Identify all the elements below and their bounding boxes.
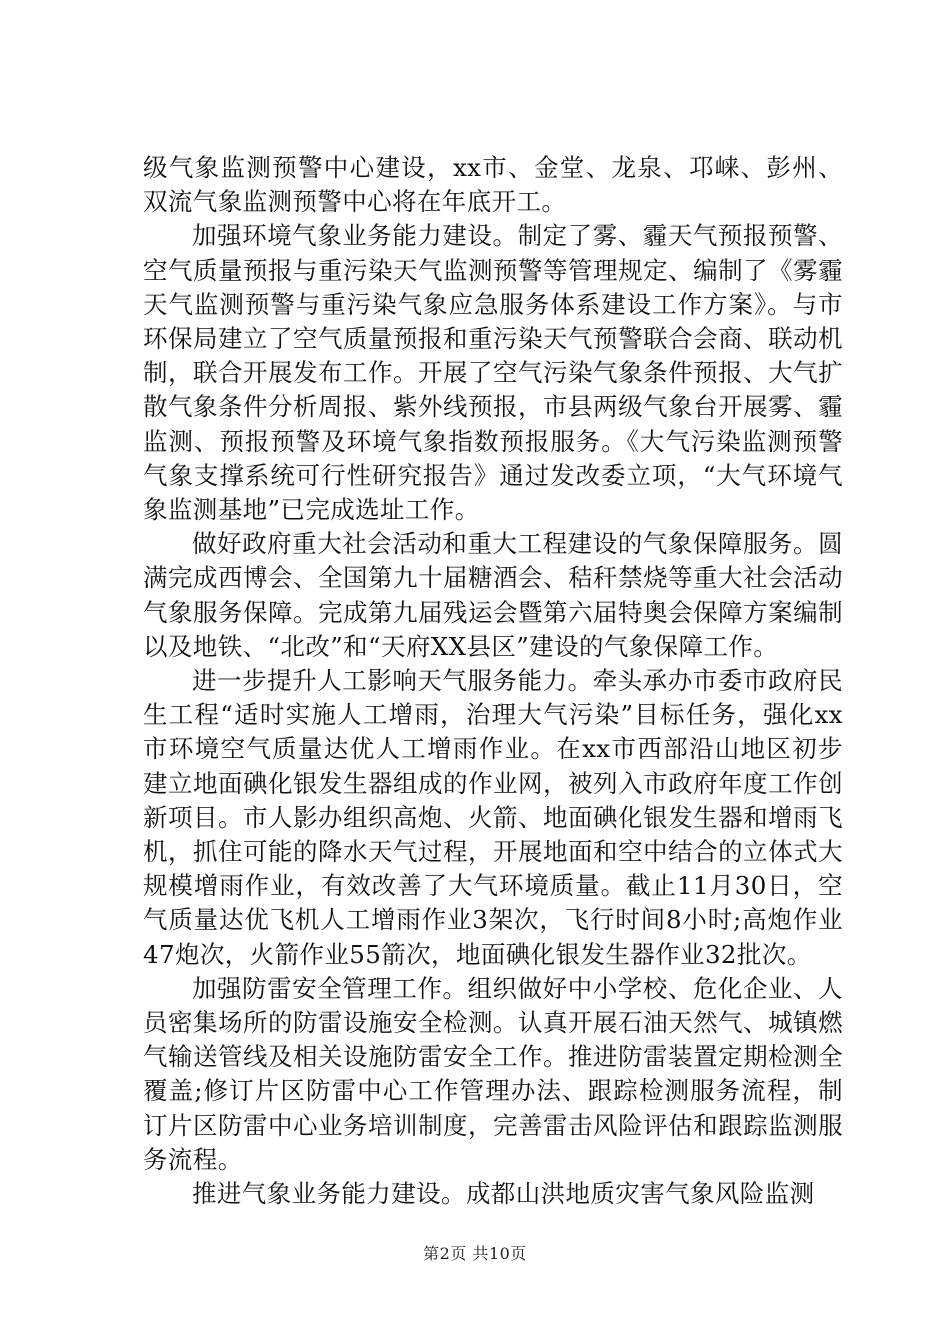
paragraph: 进一步提升人工影响天气服务能力。牵头承办市委市政府民生工程“适时实施人工增雨，治理大气污染”目标任务，强化xx市环境空气质量达优人工增雨作业。在xx市西部沿山地区初步建立地面碘化银发生器组成的作业网，被列入市政府年度工作创新项目。市人影办组织高炮、火箭、地面碘化银发生器和增雨飞机，抓住可能的降水天气过程，开展地面和空中结合的立体式大规模增雨作业，有效改善了大气环境质量。截止11月30日，空气质量达优飞机人工增雨作业3架次，飞行时间8小时;高炮作业47炮次，火箭作业55箭次，地面碘化银发生器作业32批次。 [143, 666, 843, 969]
page-footer: 第2页 共10页 [423, 1244, 527, 1263]
paragraph: 推进气象业务能力建设。成都山洪地质灾害气象风险监测 [192, 1179, 815, 1209]
document-body [143, 151, 843, 1211]
paragraph: 加强防雷安全管理工作。组织做好中小学校、危化企业、人员密集场所的防雷设施安全检测。认真开展石油天然气、城镇燃气输送管线及相关设施防雷安全工作。推进防雷装置定期检测全覆盖;修订片区防雷中心工作管理办法、跟踪检测服务流程，制订片区防雷中心业务培训制度，完善雷击风险评估和跟踪监测服务流程。 [143, 973, 843, 1174]
paragraph: 级气象监测预警中心建设，xx市、金堂、龙泉、邛崃、彭州、双流气象监测预警中心将在年底开工。 [143, 153, 843, 217]
paragraph: 加强环境气象业务能力建设。制定了雾、霾天气预报预警、空气质量预报与重污染天气监测预警等管理规定、编制了《雾霾天气监测预警与重污染气象应急服务体系建设工作方案》。与市环保局建立了空气质量预报和重污染天气预警联合会商、联动机制，联合开展发布工作。开展了空气污染气象条件预报、大气扩散气象条件分析周报、紫外线预报，市县两级气象台开展雾、霾监测、预报预警及环境气象指数预报服务。《大气污染监测预警气象支撑系统可行性研究报告》通过发改委立项，“大气环境气象监测基地”已完成选址工作。 [143, 221, 843, 525]
paragraph: 做好政府重大社会活动和重大工程建设的气象保障服务。圆满完成西博会、全国第九十届糖酒会、秸秆禁烧等重大社会活动气象服务保障。完成第九届残运会暨第六届特奥会保障方案编制以及地铁、“北改”和“天府XX县区”建设的气象保障工作。 [143, 529, 843, 661]
